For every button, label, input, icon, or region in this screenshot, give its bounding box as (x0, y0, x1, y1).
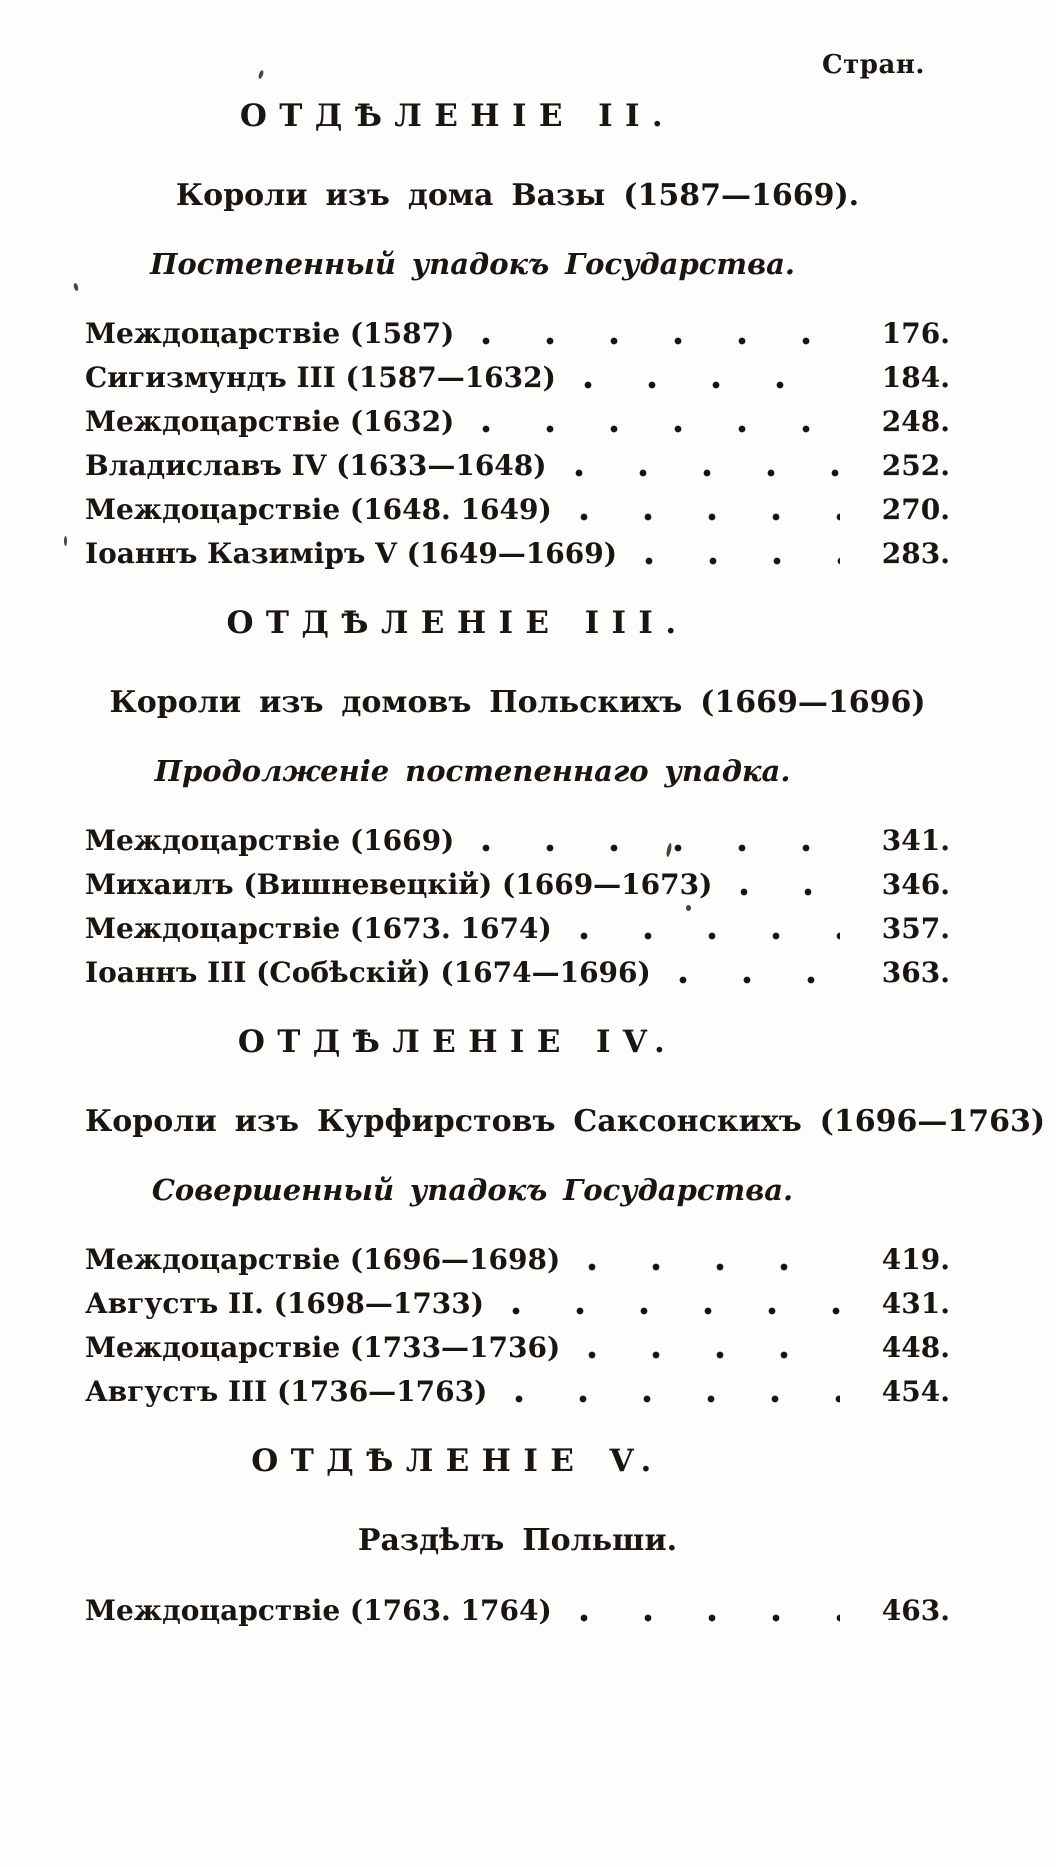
toc-entry (85, 488, 950, 532)
dot-leader (586, 1238, 840, 1282)
dot-leader (510, 1282, 840, 1326)
entry-label: Междоцарствіе (1587) (85, 317, 455, 350)
dot-leader (582, 356, 840, 400)
entry-page-number: 252. (881, 449, 950, 482)
table-of-contents (85, 96, 1046, 1633)
entry-page-number: 363. (881, 956, 950, 989)
section-title: Раздѣлъ Польши. (357, 1523, 678, 1558)
dot-leader (480, 400, 840, 444)
entry-page-number: 248. (881, 405, 950, 438)
entry-page-number: 448. (881, 1331, 950, 1364)
entry-label: Августъ III (1736—1763) (85, 1375, 488, 1408)
section-subtitle: Совершенный упадокъ Государства. (151, 1173, 794, 1207)
entry-page-number: 454. (881, 1375, 950, 1408)
scan-speckle (258, 70, 265, 80)
dot-leader (578, 1589, 840, 1633)
toc-entry (85, 1370, 950, 1414)
section-heading: ОТДѢЛЕНІЕ IV. (237, 1024, 678, 1060)
section-heading: ОТДѢЛЕНІЕ II. (239, 98, 676, 134)
dot-leader (677, 951, 840, 995)
toc-entry (85, 312, 950, 356)
entry-label: Іоаннъ Казиміръ V (1649—1669) (85, 537, 617, 570)
entry-label: Междоцарствіе (1673. 1674) (85, 912, 552, 945)
section-subtitle: Постепенный упадокъ Государства. (149, 247, 796, 281)
entry-page-number: 341. (881, 824, 950, 857)
toc-entry (85, 951, 950, 995)
toc-entry (85, 532, 950, 576)
toc-entry (85, 400, 950, 444)
toc-entry (85, 1589, 950, 1633)
toc-section (85, 1441, 950, 1633)
section-subtitle: Продолженіе постепеннаго упадка. (154, 754, 791, 788)
entry-page-number: 419. (881, 1243, 950, 1276)
dot-leader (643, 532, 840, 576)
toc-entry (85, 1282, 950, 1326)
entry-label: Михаилъ (Вишневецкій) (1669—1673) (85, 868, 713, 901)
entry-page-number: 357. (881, 912, 950, 945)
scan-speckle (686, 905, 691, 911)
toc-entry-list (85, 1589, 950, 1633)
toc-section (85, 96, 950, 576)
entry-page-number: 270. (881, 493, 950, 526)
toc-section (85, 1022, 1046, 1414)
dot-leader (513, 1370, 840, 1414)
toc-entry (85, 356, 950, 400)
toc-entry-list (85, 1238, 950, 1414)
entry-page-number: 184. (881, 361, 950, 394)
section-heading: ОТДѢЛЕНІЕ III. (226, 605, 689, 641)
section-heading: ОТДѢЛЕНІЕ V. (251, 1443, 664, 1479)
entry-label: Августъ II. (1698—1733) (85, 1287, 485, 1320)
toc-entry (85, 863, 950, 907)
dot-leader (480, 312, 840, 356)
section-title: Короли изъ дома Вазы (1587—1669). (175, 178, 860, 213)
dot-leader (578, 907, 840, 951)
entry-label: Іоаннъ III (Собѣскій) (1674—1696) (85, 956, 651, 989)
toc-entry (85, 819, 950, 863)
dot-leader (573, 444, 840, 488)
entry-label: Владиславъ IV (1633—1648) (85, 449, 547, 482)
page-number-column-header: Стран. (821, 50, 925, 80)
toc-entry-list (85, 312, 950, 576)
entry-page-number: 176. (881, 317, 950, 350)
entry-page-number: 346. (881, 868, 950, 901)
scan-speckle (64, 536, 67, 546)
entry-page-number: 283. (881, 537, 950, 570)
entry-label: Междоцарствіе (1696—1698) (85, 1243, 561, 1276)
section-title: Короли изъ домовъ Польскихъ (1669—1696) (109, 685, 926, 720)
toc-entry (85, 444, 950, 488)
toc-entry (85, 1238, 950, 1282)
dot-leader (738, 863, 840, 907)
toc-entry (85, 1326, 950, 1370)
scan-speckle (73, 283, 79, 292)
entry-label: Междоцарствіе (1632) (85, 405, 455, 438)
toc-entry (85, 907, 950, 951)
dot-leader (578, 488, 840, 532)
entry-label: Междоцарствіе (1669) (85, 824, 455, 857)
entry-label: Междоцарствіе (1733—1736) (85, 1331, 561, 1364)
section-title: Короли изъ Курфирстовъ Саксонскихъ (1696—1763) (85, 1104, 1046, 1139)
entry-label: Междоцарствіе (1763. 1764) (85, 1594, 552, 1627)
dot-leader (480, 819, 840, 863)
entry-page-number: 463. (881, 1594, 950, 1627)
dot-leader (586, 1326, 840, 1370)
toc-section (85, 603, 950, 995)
entry-label: Сигизмундъ III (1587—1632) (85, 361, 556, 394)
toc-entry-list (85, 819, 950, 995)
entry-page-number: 431. (881, 1287, 950, 1320)
entry-label: Междоцарствіе (1648. 1649) (85, 493, 552, 526)
